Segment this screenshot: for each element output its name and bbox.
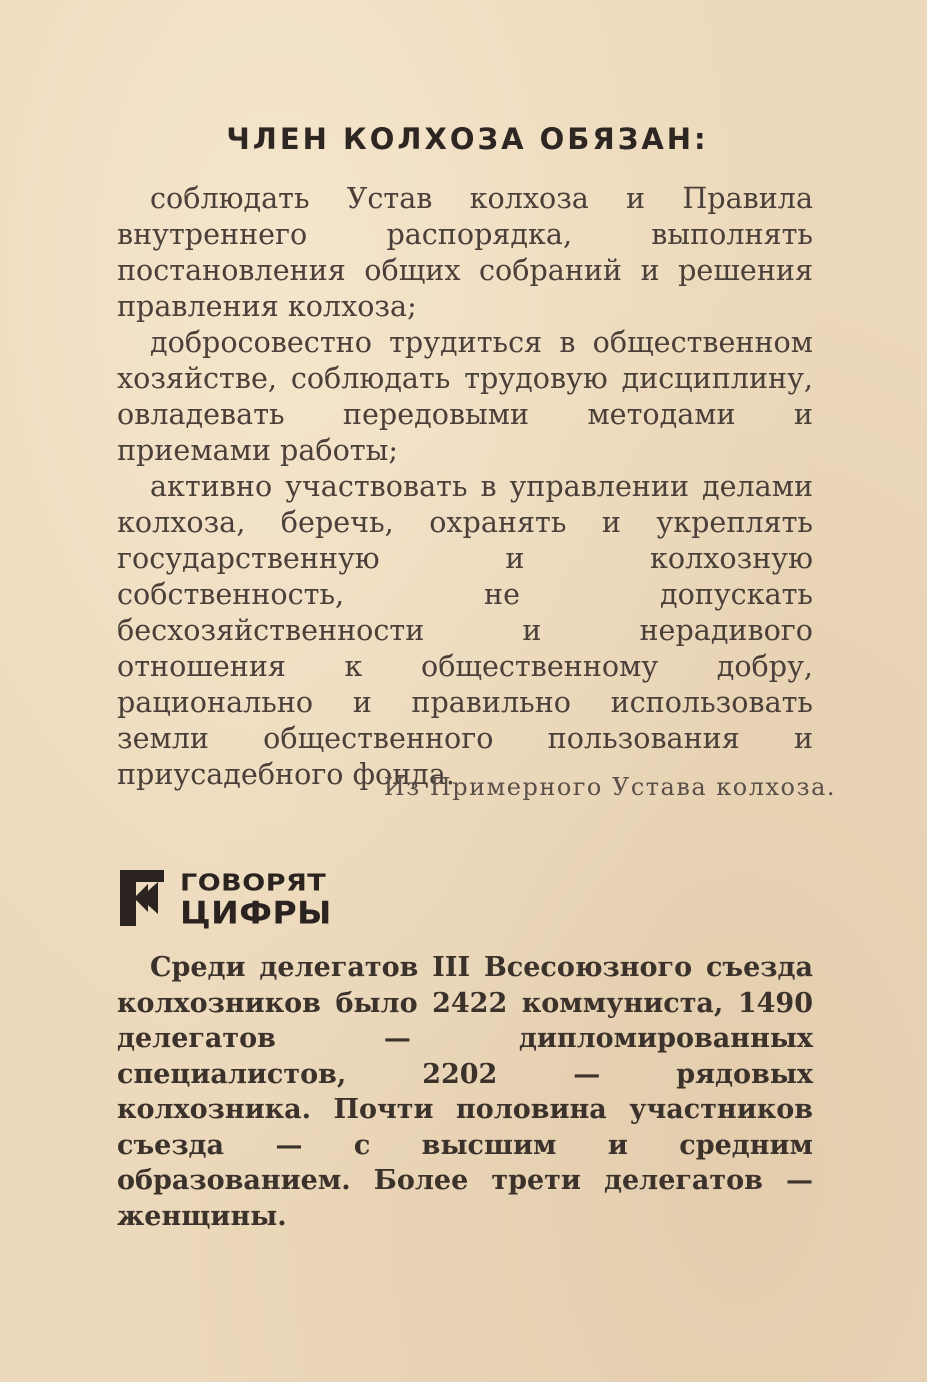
numbers-speak-logo	[118, 864, 368, 934]
duties-list	[117, 180, 813, 792]
logo-line-1: ГОВОРЯТ	[180, 870, 327, 897]
facts-paragraph: Среди делегатов III Всесоюзного съезда колхозников было 2422 коммуниста, 1490 делегатов — дипломированных специалистов, 2202 — рядовых колхозника. Почти половина участников съезда — с высшим и средним образованием. Более трети делегатов — женщины.	[117, 952, 813, 1232]
source-citation: Из Примерного Устава колхоза.	[383, 773, 836, 801]
logo-line-2: ЦИФРЫ	[180, 894, 332, 932]
quote-mark-icon	[118, 868, 174, 928]
duty-paragraph-2: добросовестно трудиться в общественном хозяйстве, соблюдать трудовую дисциплину, овладевать передовыми методами и приемами работы;	[117, 325, 813, 467]
section-title: ЧЛЕН КОЛХОЗА ОБЯЗАН:	[226, 122, 709, 156]
duty-paragraph-1: соблюдать Устав колхоза и Правила внутреннего распорядка, выполнять постановления общих собраний и решения правления колхоза;	[117, 181, 813, 323]
duty-paragraph-3: активно участвовать в управлении делами колхоза, беречь, охранять и укреплять государственную и колхозную собственность, не допускать бесхозяйственности и нерадивого отношения к общественному добру, рационально и правильно использовать земли общественного пользования и приусадебного фонда.	[117, 469, 813, 791]
